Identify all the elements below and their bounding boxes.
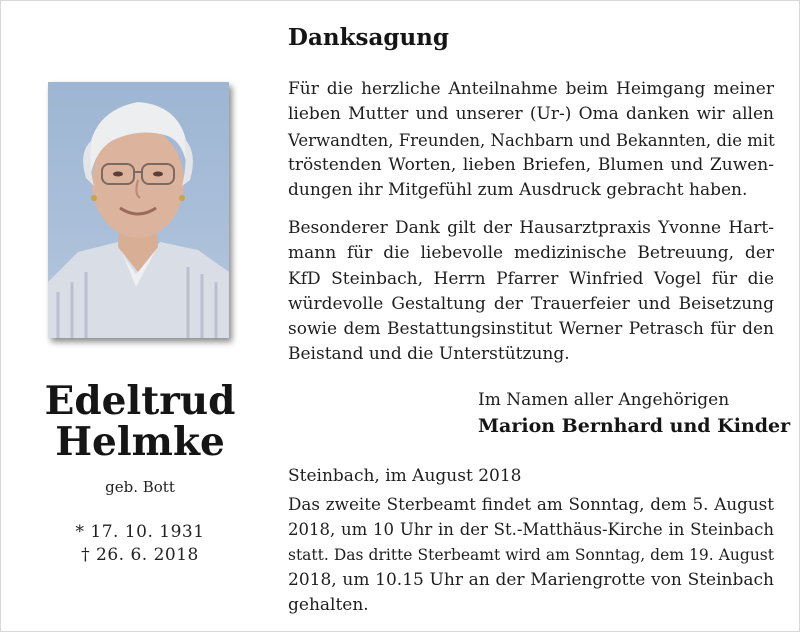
paragraph-line: statt. Das dritte Sterbeamt wird am Sonntag, dem 19. August [288,545,774,564]
deceased-born-name: geb. Bott [105,478,175,496]
paragraph-line: sowie dem Bestattungsinstitut Werner Petrasch für den [288,319,774,340]
deceased-first-name: Edeltrud [44,378,236,424]
deceased-last-name: Helmke [55,419,225,465]
paragraph-line: mann für die liebevolle medizinische Betreuung, der [288,243,774,264]
paragraph-line: Das zweite Sterbeamt findet am Sonntag, dem 5. August [288,494,774,514]
paragraph-line: Beistand und die Unterstützung. [288,344,570,365]
paragraph-line: 2018, um 10 Uhr in der St.-Matthäus-Kirche in Steinbach [288,520,774,540]
paragraph-line: Verwandten, Freunden, Nachbarn und Bekannten, die mit [288,130,775,150]
birth-date: * 17. 10. 1931 [75,522,205,542]
mass-info-paragraph [288,492,774,618]
notice-heading: Danksagung [288,24,449,51]
paragraph-line: lieben Mutter und unserer (Ur-) Oma danken wir allen [288,104,774,125]
special-thanks-paragraph [288,216,774,368]
place-date: Steinbach, im August 2018 [288,466,522,486]
paragraph-line: würdevolle Gestaltung der Trauerfeier und Beisetzung [288,293,774,314]
paragraph-line: dungen ihr Mitgefühl zum Ausdruck gebracht haben. [288,180,748,201]
paragraph-line: gehalten. [288,595,369,616]
paragraph-line: Für die herzliche Anteilnahme beim Heimgang meiner [288,79,774,99]
paragraph-line: Besonderer Dank gilt der Hausarztpraxis Yvonne Hart- [288,218,774,238]
signature-names: Marion Bernhard und Kinder [478,415,791,437]
paragraph-line: 2018, um 10.15 Uhr an der Mariengrotte von Steinbach [288,569,774,590]
death-date: † 26. 6. 2018 [81,545,199,565]
portrait-photo [48,82,229,338]
thanks-paragraph [288,77,774,203]
paragraph-line: KfD Steinbach, Herrn Pfarrer Winfried Vogel für die [288,268,774,289]
signature-intro: Im Namen aller Angehörigen [478,390,730,410]
paragraph-line: tröstenden Worten, lieben Briefen, Blumen und Zuwen- [288,154,774,175]
